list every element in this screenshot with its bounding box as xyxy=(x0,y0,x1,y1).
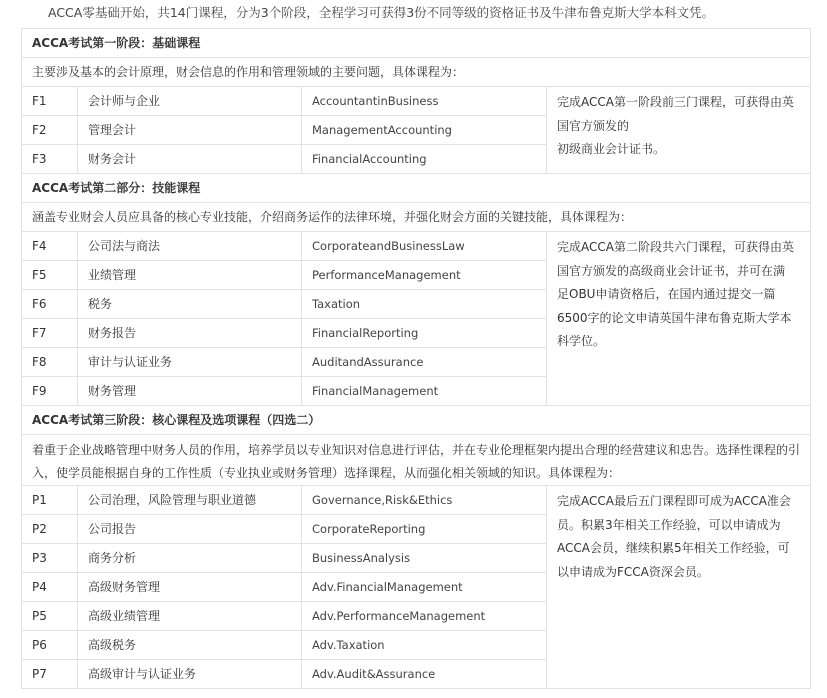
course-name-cn: 税务 xyxy=(78,290,302,319)
course-code: P6 xyxy=(22,631,78,660)
course-name-en: Adv.PerformanceManagement xyxy=(302,602,547,631)
note-line: 国官方颁发的高级商业会计证书，并可在满 xyxy=(557,263,786,278)
course-code: P5 xyxy=(22,602,78,631)
note-line: 6500字的论文申请英国牛津布鲁克斯大学本 xyxy=(557,310,792,325)
course-name-en: Adv.Taxation xyxy=(302,631,547,660)
note-line: 科学位。 xyxy=(557,334,606,348)
acca-course-table xyxy=(21,28,811,689)
course-name-cn: 商务分析 xyxy=(78,544,302,573)
course-name-cn: 业绩管理 xyxy=(78,261,302,290)
section-title-row xyxy=(22,174,811,203)
course-name-en: Governance,Risk&Ethics xyxy=(302,486,547,515)
note-line: 足OBU申请资格后，在国内通过提交一篇 xyxy=(557,287,776,301)
section-title: ACCA考试第二部分：技能课程 xyxy=(22,174,811,203)
section-title: ACCA考试第一阶段：基础课程 xyxy=(22,29,811,58)
note-line: 初级商业会计证书。 xyxy=(557,142,666,156)
course-name-cn: 公司报告 xyxy=(78,515,302,544)
section-note xyxy=(547,87,811,174)
course-name-en: ManagementAccounting xyxy=(302,116,547,145)
course-name-en: Taxation xyxy=(302,290,547,319)
course-code: F7 xyxy=(22,319,78,348)
section-description-row xyxy=(22,203,811,232)
note-line: 以申请成为FCCA资深会员。 xyxy=(557,564,709,579)
course-row xyxy=(22,87,811,116)
course-code: P1 xyxy=(22,486,78,515)
course-code: F4 xyxy=(22,232,78,261)
note-line: 完成ACCA最后五门课程即可成为ACCA准会 xyxy=(557,494,791,508)
course-name-en: BusinessAnalysis xyxy=(302,544,547,573)
course-name-en: FinancialAccounting xyxy=(302,145,547,174)
section-note xyxy=(547,232,811,406)
course-name-en: CorporateReporting xyxy=(302,515,547,544)
course-name-cn: 高级税务 xyxy=(78,631,302,660)
section-description: 着重于企业战略管理中财务人员的作用，培养学员以专业知识对信息进行评估，并在专业伦理框架内提出合理的经营建议和忠告。选择性课程的引入，使学员能根据自身的工作性质（专业执业或财务管理）选择课程，从而强化相关领域的知识。具体课程为： xyxy=(22,435,811,486)
course-name-cn: 公司治理，风险管理与职业道德 xyxy=(78,486,302,515)
course-name-en: FinancialReporting xyxy=(302,319,547,348)
course-name-en: AuditandAssurance xyxy=(302,348,547,377)
section-description: 涵盖专业财会人员应具备的核心专业技能，介绍商务运作的法律环境，并强化财会方面的关键技能，具体课程为： xyxy=(22,203,811,232)
course-name-cn: 高级审计与认证业务 xyxy=(78,660,302,689)
course-code: F1 xyxy=(22,87,78,116)
section-title: ACCA考试第三阶段：核心课程及选项课程（四选二） xyxy=(22,406,811,435)
note-line: 员。积累3年相关工作经验，可以申请成为 xyxy=(557,517,781,532)
note-line: ACCA会员，继续积累5年相关工作经验，可 xyxy=(557,541,790,555)
note-line: 完成ACCA第二阶段共六门课程，可获得由英 xyxy=(557,240,794,254)
course-code: F9 xyxy=(22,377,78,406)
course-code: P2 xyxy=(22,515,78,544)
course-code: F3 xyxy=(22,145,78,174)
course-code: F8 xyxy=(22,348,78,377)
course-name-cn: 高级财务管理 xyxy=(78,573,302,602)
section-description-row xyxy=(22,58,811,87)
course-code: P3 xyxy=(22,544,78,573)
section-title-row xyxy=(22,29,811,58)
course-name-cn: 高级业绩管理 xyxy=(78,602,302,631)
course-code: P4 xyxy=(22,573,78,602)
note-line: 完成ACCA第一阶段前三门课程，可获得由英 xyxy=(557,95,794,109)
course-name-en: Adv.FinancialManagement xyxy=(302,573,547,602)
course-code: F5 xyxy=(22,261,78,290)
course-row xyxy=(22,486,811,515)
section-description: 主要涉及基本的会计原理，财会信息的作用和管理领域的主要问题，具体课程为： xyxy=(22,58,811,87)
course-code: F6 xyxy=(22,290,78,319)
section-title-row xyxy=(22,406,811,435)
section-note xyxy=(547,486,811,689)
course-row xyxy=(22,232,811,261)
course-name-cn: 财务报告 xyxy=(78,319,302,348)
course-code: P7 xyxy=(22,660,78,689)
course-name-cn: 会计师与企业 xyxy=(78,87,302,116)
course-name-en: AccountantinBusiness xyxy=(302,87,547,116)
course-name-cn: 审计与认证业务 xyxy=(78,348,302,377)
course-name-en: Adv.Audit&Assurance xyxy=(302,660,547,689)
course-name-cn: 公司法与商法 xyxy=(78,232,302,261)
course-name-en: PerformanceManagement xyxy=(302,261,547,290)
course-name-en: FinancialManagement xyxy=(302,377,547,406)
note-line: 国官方颁发的 xyxy=(557,118,630,133)
course-name-en: CorporateandBusinessLaw xyxy=(302,232,547,261)
course-name-cn: 管理会计 xyxy=(78,116,302,145)
course-name-cn: 财务管理 xyxy=(78,377,302,406)
course-name-cn: 财务会计 xyxy=(78,145,302,174)
section-description-row xyxy=(22,435,811,486)
intro-text: ACCA零基础开始，共14门课程，分为3个阶段，全程学习可获得3份不同等级的资格证书及牛津布鲁克斯大学本科文凭。 xyxy=(48,5,715,20)
course-code: F2 xyxy=(22,116,78,145)
